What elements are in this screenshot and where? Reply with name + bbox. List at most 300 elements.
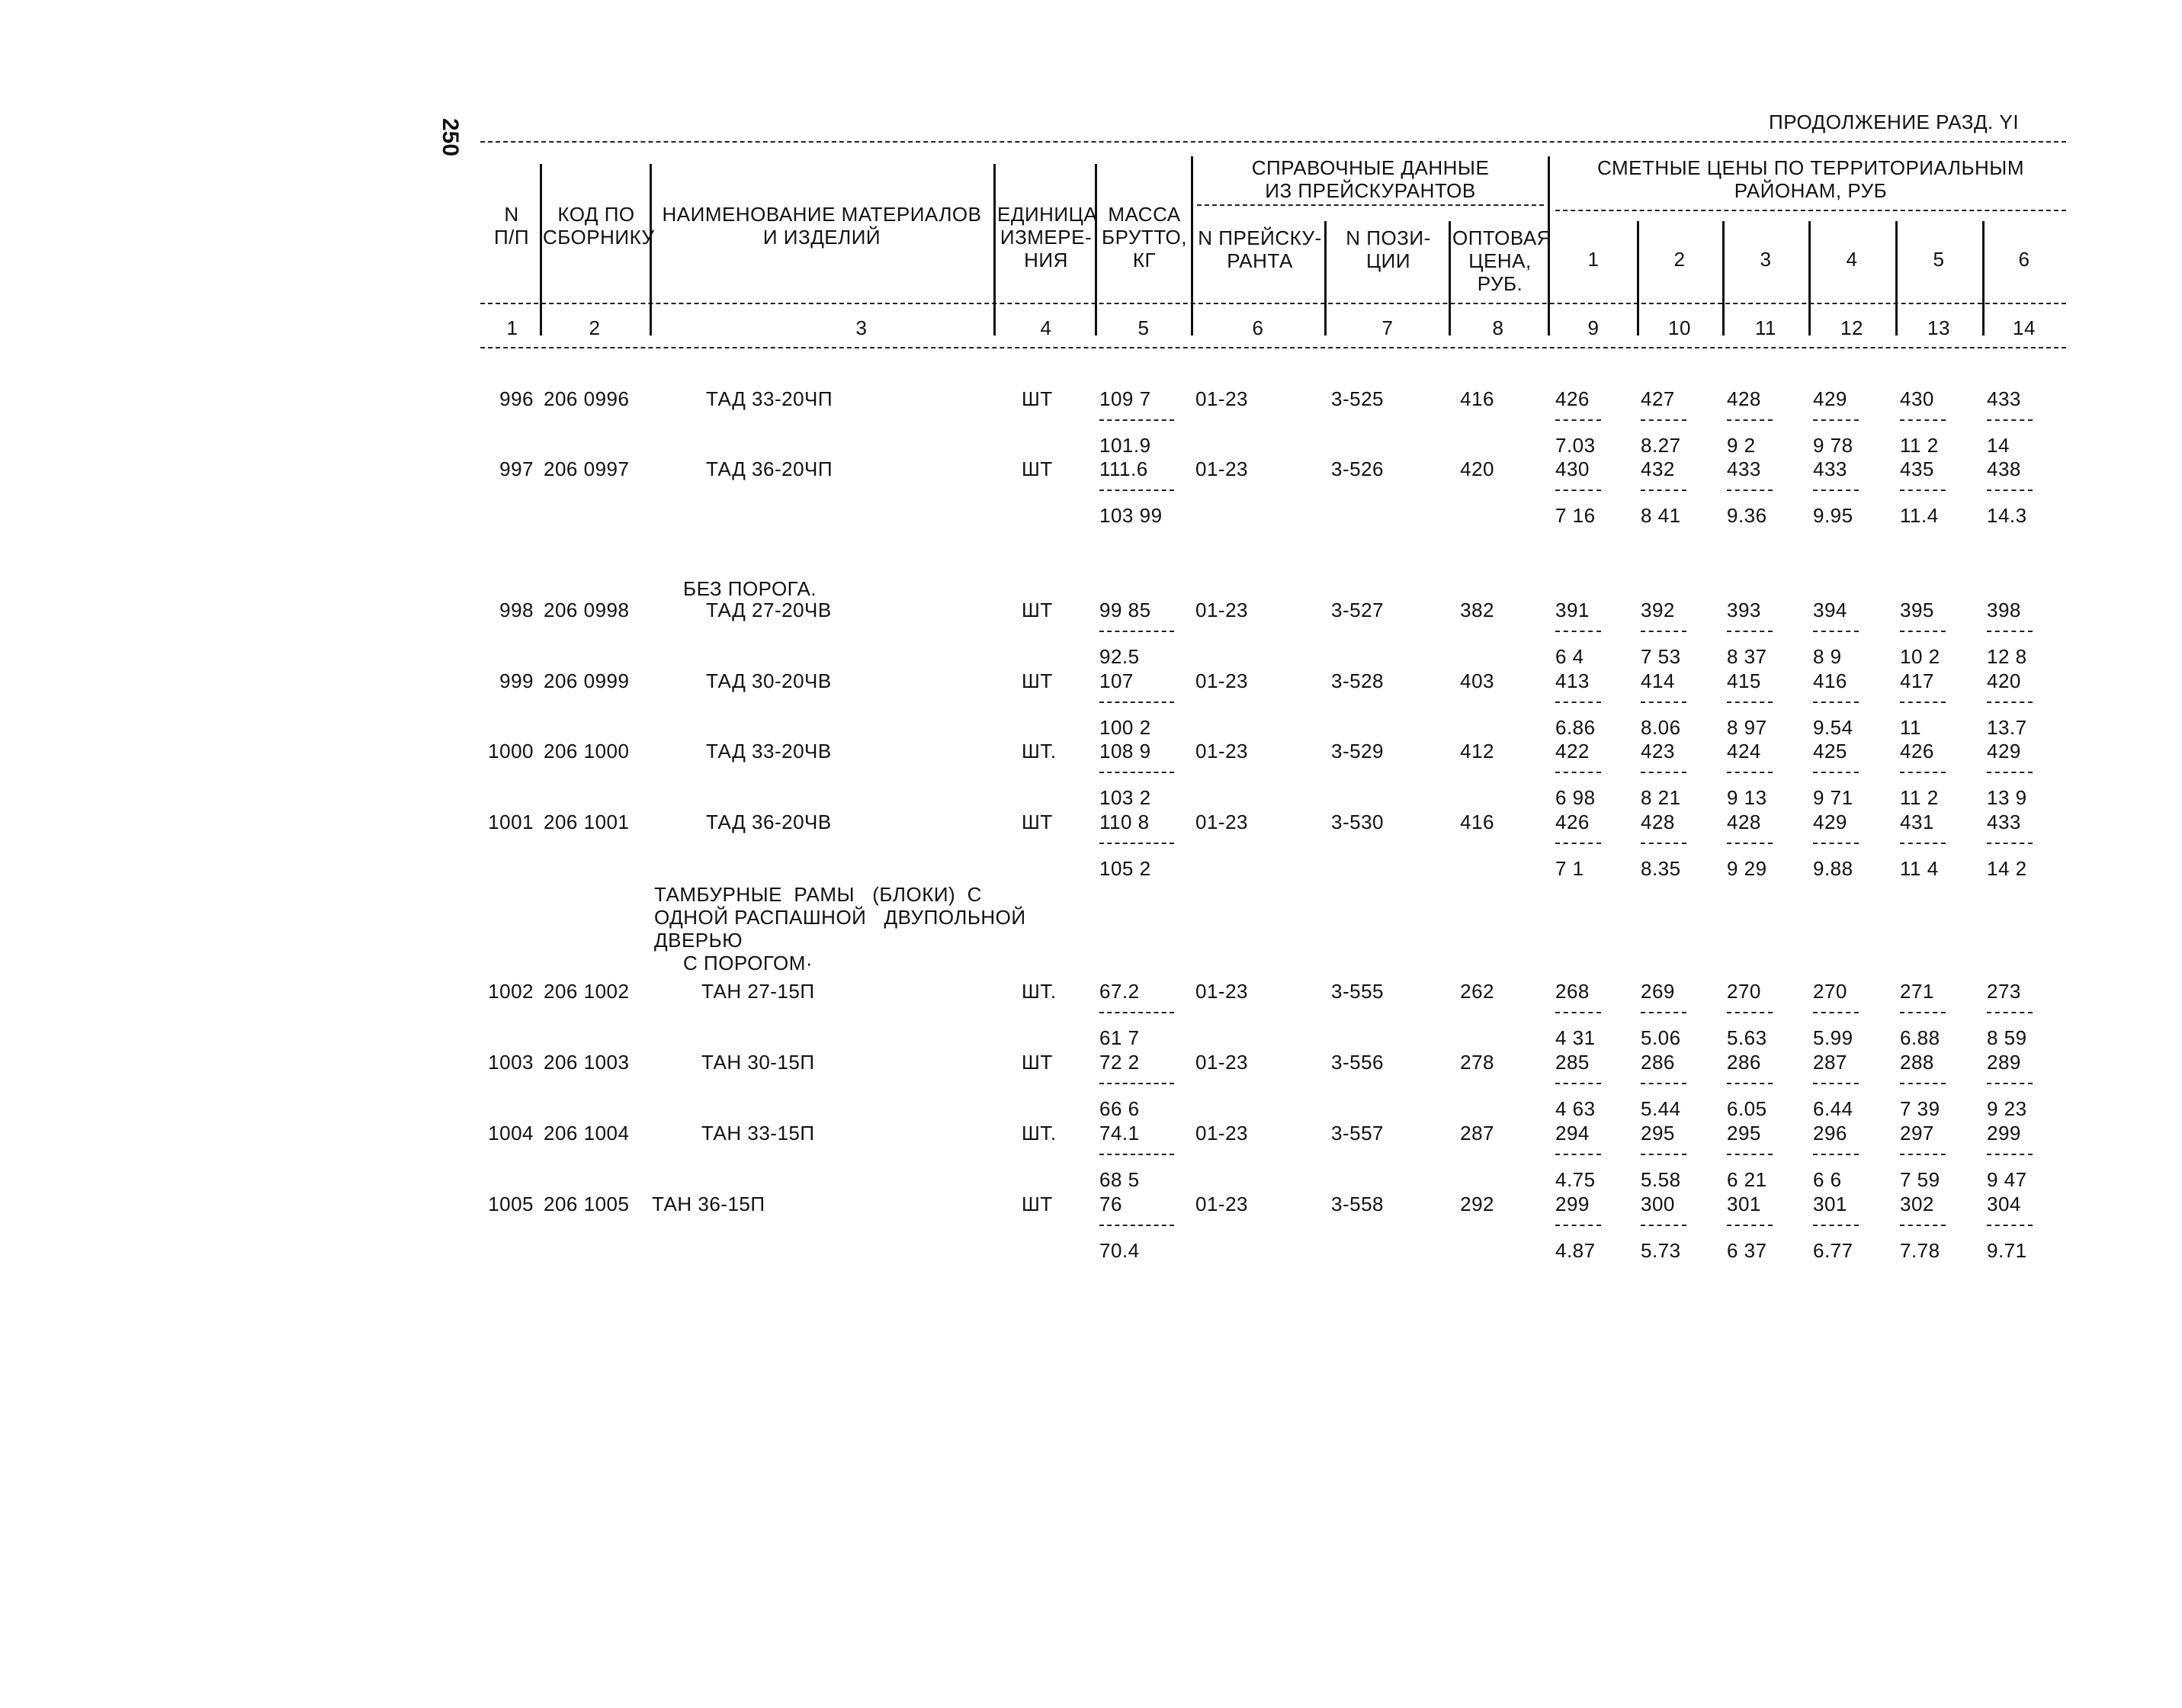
region-surcharge-4: 9.54	[1813, 716, 1853, 739]
row-name: ТАН 30-15П	[701, 1051, 815, 1074]
region-surcharge-1: 6 98	[1555, 786, 1596, 809]
row-name: ТАД 30-20ЧВ	[706, 669, 832, 692]
row-mass-gross: 74.1	[1099, 1122, 1140, 1145]
row-unit: ШТ.	[1022, 980, 1057, 1003]
price-fraction-line	[1641, 419, 1686, 421]
region-price-2: 427	[1641, 387, 1675, 410]
price-fraction-line	[1727, 772, 1773, 773]
row-price-list: 01-23	[1195, 980, 1248, 1003]
header-unit: ЕДИНИЦА ИЗМЕРЕ- НИЯ	[997, 203, 1098, 271]
col-number-7: 7	[1381, 316, 1394, 339]
region-surcharge-6: 13 9	[1987, 786, 2027, 809]
col-number-2: 2	[589, 316, 601, 339]
region-price-5: 302	[1900, 1193, 1934, 1215]
region-surcharge-5: 11 2	[1900, 786, 1939, 809]
row-mass-gross: 108 9	[1099, 740, 1151, 762]
region-price-4: 287	[1813, 1051, 1847, 1074]
row-price-list: 01-23	[1195, 599, 1248, 621]
region-price-4: 301	[1813, 1193, 1847, 1215]
row-mass-net: 105 2	[1099, 857, 1151, 880]
row-unit: ШТ	[1022, 811, 1053, 833]
region-surcharge-6: 9 47	[1987, 1168, 2027, 1191]
region-surcharge-2: 8.06	[1641, 716, 1681, 739]
mass-fraction-line	[1099, 1225, 1174, 1226]
header-regions-group: СМЕТНЫЕ ЦЕНЫ ПО ТЕРРИТОРИАЛЬНЫМ РАЙОНАМ, РУБ	[1596, 156, 2024, 202]
region-price-2: 428	[1641, 811, 1675, 833]
region-price-5: 417	[1900, 669, 1934, 692]
region-price-5: 435	[1900, 458, 1934, 480]
region-price-2: 286	[1641, 1051, 1675, 1074]
region-surcharge-6: 14	[1987, 434, 2010, 457]
region-price-2: 414	[1641, 669, 1675, 692]
col-divider	[1095, 164, 1097, 336]
region-price-6: 273	[1987, 980, 2021, 1003]
region-price-4: 429	[1813, 811, 1847, 833]
price-fraction-line	[1641, 1083, 1686, 1084]
price-fraction-line	[1641, 1012, 1686, 1013]
region-surcharge-2: 5.44	[1641, 1097, 1681, 1120]
price-fraction-line	[1813, 1083, 1859, 1084]
row-name: ТАД 36-20ЧП	[706, 458, 833, 480]
region-price-4: 296	[1813, 1122, 1847, 1145]
row-name: ТАД 36-20ЧВ	[706, 811, 832, 833]
col-divider	[993, 164, 996, 336]
col-number-14: 14	[2013, 316, 2036, 339]
row-mass-gross: 111.6	[1099, 458, 1148, 480]
region-surcharge-3: 6.05	[1727, 1097, 1767, 1120]
region-price-1: 294	[1555, 1122, 1590, 1145]
price-fraction-line	[1987, 1225, 2033, 1226]
price-fraction-line	[1900, 1225, 1946, 1226]
region-price-6: 438	[1987, 458, 2021, 480]
col-number-6: 6	[1252, 316, 1264, 339]
col-number-1: 1	[506, 316, 518, 339]
row-mass-net: 68 5	[1099, 1168, 1140, 1191]
mass-fraction-line	[1099, 772, 1174, 773]
row-price-list: 01-23	[1195, 669, 1248, 692]
price-fraction-line	[1555, 1154, 1601, 1155]
row-number: 1001	[488, 811, 534, 833]
region-price-6: 429	[1987, 740, 2021, 762]
header-code: КОД ПО СБОРНИКУ	[543, 203, 655, 249]
row-mass-net: 61 7	[1099, 1026, 1140, 1049]
row-code: 206 0996	[544, 387, 630, 410]
region-price-6: 420	[1987, 669, 2021, 692]
col-divider	[1808, 221, 1811, 336]
region-price-3: 270	[1727, 980, 1761, 1003]
region-price-5: 297	[1900, 1122, 1934, 1145]
price-fraction-line	[1987, 490, 2033, 491]
row-code: 206 1000	[544, 740, 630, 762]
price-fraction-line	[1727, 1225, 1773, 1226]
price-fraction-line	[1900, 490, 1946, 491]
price-fraction-line	[1900, 702, 1946, 703]
region-price-5: 271	[1900, 980, 1934, 1003]
header-region-6: 6	[2018, 248, 2030, 271]
row-name: ТАД 27-20ЧВ	[706, 599, 832, 621]
row-wholesale-price: 403	[1460, 669, 1494, 692]
region-price-2: 392	[1641, 599, 1675, 621]
region-price-1: 422	[1555, 740, 1590, 762]
region-surcharge-5: 6.88	[1900, 1026, 1940, 1049]
row-wholesale-price: 287	[1460, 1122, 1494, 1145]
row-code: 206 0997	[544, 458, 630, 480]
price-fraction-line	[1555, 419, 1601, 421]
row-number: 997	[499, 458, 534, 480]
region-price-6: 398	[1987, 599, 2021, 621]
row-price-list: 01-23	[1195, 1051, 1248, 1074]
price-fraction-line	[1987, 702, 2033, 703]
region-price-2: 432	[1641, 458, 1675, 480]
row-code: 206 1003	[544, 1051, 630, 1074]
row-mass-gross: 109 7	[1099, 387, 1151, 410]
price-fraction-line	[1813, 419, 1859, 421]
region-price-4: 416	[1813, 669, 1847, 692]
region-surcharge-4: 6 6	[1813, 1168, 1842, 1191]
price-fraction-line	[1813, 772, 1859, 773]
col-divider	[1637, 221, 1639, 336]
region-surcharge-2: 8.35	[1641, 857, 1681, 880]
price-fraction-line	[1641, 1225, 1686, 1226]
region-price-1: 430	[1555, 458, 1590, 480]
price-fraction-line	[1555, 1083, 1601, 1084]
price-fraction-line	[1987, 843, 2033, 844]
region-surcharge-1: 7 1	[1555, 857, 1584, 880]
row-position: 3-558	[1331, 1193, 1384, 1215]
row-mass-gross: 67.2	[1099, 980, 1140, 1003]
price-fraction-line	[1813, 843, 1859, 844]
row-price-list: 01-23	[1195, 811, 1248, 833]
mass-fraction-line	[1099, 1012, 1174, 1013]
row-mass-net: 100 2	[1099, 716, 1151, 739]
region-price-5: 288	[1900, 1051, 1934, 1074]
region-surcharge-4: 9 71	[1813, 786, 1853, 809]
header-region-3: 3	[1760, 248, 1772, 271]
price-fraction-line	[1641, 1154, 1686, 1155]
price-fraction-line	[1727, 631, 1773, 632]
row-wholesale-price: 416	[1460, 387, 1494, 410]
price-fraction-line	[1555, 490, 1601, 491]
row-price-list: 01-23	[1195, 740, 1248, 762]
price-fraction-line	[1727, 843, 1773, 844]
note-no-threshold: БЕЗ ПОРОГА.	[683, 577, 817, 600]
price-fraction-line	[1555, 702, 1601, 703]
price-fraction-line	[1727, 1083, 1773, 1084]
row-name: ТАН 36-15П	[652, 1193, 765, 1215]
region-price-1: 268	[1555, 980, 1590, 1003]
price-fraction-line	[1987, 1083, 2033, 1084]
region-surcharge-6: 14 2	[1987, 857, 2027, 880]
row-mass-net: 92.5	[1099, 645, 1140, 668]
region-surcharge-5: 7 39	[1900, 1097, 1940, 1120]
header-region-2: 2	[1673, 248, 1686, 271]
col-number-10: 10	[1668, 316, 1691, 339]
region-surcharge-5: 10 2	[1900, 645, 1940, 668]
col-divider	[650, 164, 652, 336]
price-fraction-line	[1987, 631, 2033, 632]
region-surcharge-4: 9.88	[1813, 857, 1853, 880]
price-fraction-line	[1900, 1083, 1946, 1084]
price-fraction-line	[1727, 1154, 1773, 1155]
price-fraction-line	[1727, 419, 1773, 421]
region-price-3: 415	[1727, 669, 1761, 692]
row-number: 999	[499, 669, 534, 692]
row-position: 3-556	[1331, 1051, 1384, 1074]
col-number-3: 3	[855, 316, 868, 339]
row-code: 206 1002	[544, 980, 630, 1003]
header-sep-rule	[480, 303, 2066, 304]
region-price-1: 426	[1555, 811, 1590, 833]
region-surcharge-4: 8 9	[1813, 645, 1842, 668]
region-surcharge-2: 8 41	[1641, 504, 1681, 527]
row-mass-net: 66 6	[1099, 1097, 1140, 1120]
mass-fraction-line	[1099, 419, 1174, 421]
continuation-title: ПРОДОЛЖЕНИЕ РАЗД. YI	[1769, 111, 2020, 133]
region-surcharge-2: 5.73	[1641, 1239, 1681, 1262]
region-surcharge-5: 11.4	[1900, 504, 1939, 527]
price-fraction-line	[1987, 1012, 2033, 1013]
ref-group-rule	[1197, 204, 1544, 206]
region-price-3: 433	[1727, 458, 1761, 480]
col-divider	[1722, 221, 1725, 336]
region-price-1: 285	[1555, 1051, 1590, 1074]
region-price-3: 428	[1727, 811, 1761, 833]
price-fraction-line	[1900, 419, 1946, 421]
region-price-2: 269	[1641, 980, 1675, 1003]
region-surcharge-2: 7 53	[1641, 645, 1681, 668]
row-wholesale-price: 420	[1460, 458, 1494, 480]
row-position: 3-527	[1331, 599, 1384, 621]
region-price-1: 426	[1555, 387, 1590, 410]
row-mass-gross: 72 2	[1099, 1051, 1140, 1074]
row-code: 206 1004	[544, 1122, 630, 1145]
header-region-1: 1	[1587, 248, 1600, 271]
col-divider	[540, 164, 542, 336]
header-price-list: N ПРЕЙСКУ- РАНТА	[1198, 226, 1322, 272]
region-surcharge-6: 8 59	[1987, 1026, 2027, 1049]
row-position: 3-529	[1331, 740, 1384, 762]
mass-fraction-line	[1099, 631, 1174, 632]
price-fraction-line	[1555, 1225, 1601, 1226]
price-fraction-line	[1900, 631, 1946, 632]
region-surcharge-2: 8.27	[1641, 434, 1681, 457]
row-number: 1000	[488, 740, 534, 762]
row-code: 206 1001	[544, 811, 630, 833]
region-surcharge-4: 5.99	[1813, 1026, 1853, 1049]
region-surcharge-3: 9.36	[1727, 504, 1767, 527]
region-price-4: 433	[1813, 458, 1847, 480]
price-fraction-line	[1987, 419, 2033, 421]
region-surcharge-5: 11 2	[1900, 434, 1939, 457]
region-surcharge-1: 4.87	[1555, 1239, 1596, 1262]
region-price-2: 423	[1641, 740, 1675, 762]
row-price-list: 01-23	[1195, 1193, 1248, 1215]
mass-fraction-line	[1099, 843, 1174, 844]
row-price-list: 01-23	[1195, 458, 1248, 480]
row-unit: ШТ	[1022, 1193, 1053, 1215]
header-position: N ПОЗИ- ЦИИ	[1346, 226, 1431, 272]
region-price-2: 295	[1641, 1122, 1675, 1145]
row-position: 3-530	[1331, 811, 1384, 833]
price-fraction-line	[1813, 631, 1859, 632]
price-fraction-line	[1987, 1154, 2033, 1155]
note-with-threshold: С ПОРОГОМ·	[683, 952, 813, 974]
row-unit: ШТ.	[1022, 740, 1057, 762]
price-fraction-line	[1641, 772, 1686, 773]
row-number: 1005	[488, 1193, 534, 1215]
region-price-5: 395	[1900, 599, 1934, 621]
region-price-4: 270	[1813, 980, 1847, 1003]
region-surcharge-2: 8 21	[1641, 786, 1681, 809]
row-number: 996	[499, 387, 534, 410]
row-name: ТАН 27-15П	[701, 980, 815, 1003]
price-fraction-line	[1727, 1012, 1773, 1013]
row-price-list: 01-23	[1195, 1122, 1248, 1145]
region-surcharge-1: 6 4	[1555, 645, 1584, 668]
price-fraction-line	[1813, 1154, 1859, 1155]
row-unit: ШТ	[1022, 599, 1053, 621]
region-surcharge-5: 11 4	[1900, 857, 1939, 880]
mass-fraction-line	[1099, 1154, 1174, 1155]
region-surcharge-4: 9 78	[1813, 434, 1853, 457]
price-fraction-line	[1987, 772, 2033, 773]
col-divider	[1449, 221, 1451, 336]
region-price-5: 430	[1900, 387, 1934, 410]
row-unit: ШТ	[1022, 669, 1053, 692]
row-code: 206 0998	[544, 599, 630, 621]
region-surcharge-6: 12 8	[1987, 645, 2027, 668]
region-surcharge-1: 7.03	[1555, 434, 1596, 457]
region-surcharge-3: 8 97	[1727, 716, 1767, 739]
row-position: 3-525	[1331, 387, 1384, 410]
row-wholesale-price: 416	[1460, 811, 1494, 833]
region-surcharge-4: 6.44	[1813, 1097, 1853, 1120]
region-price-6: 433	[1987, 387, 2021, 410]
row-name: ТАД 33-20ЧВ	[706, 740, 832, 762]
row-wholesale-price: 278	[1460, 1051, 1494, 1074]
col-number-5: 5	[1138, 316, 1150, 339]
region-surcharge-6: 13.7	[1987, 716, 2027, 739]
row-mass-gross: 76	[1099, 1193, 1122, 1215]
row-number: 1004	[488, 1122, 534, 1145]
price-fraction-line	[1900, 1012, 1946, 1013]
region-surcharge-2: 5.58	[1641, 1168, 1681, 1191]
region-price-3: 393	[1727, 599, 1761, 621]
region-surcharge-6: 9.71	[1987, 1239, 2027, 1262]
price-fraction-line	[1641, 631, 1686, 632]
region-price-6: 433	[1987, 811, 2021, 833]
header-n-pp: N П/П	[493, 203, 530, 249]
row-wholesale-price: 412	[1460, 740, 1494, 762]
region-price-3: 424	[1727, 740, 1761, 762]
col-number-13: 13	[1927, 316, 1950, 339]
price-fraction-line	[1641, 490, 1686, 491]
note-tambour-line-1: ТАМБУРНЫЕ РАМЫ (БЛОКИ) С	[654, 883, 982, 906]
header-mass: МАССА БРУТТО, КГ	[1102, 203, 1187, 271]
price-fraction-line	[1813, 702, 1859, 703]
row-position: 3-528	[1331, 669, 1384, 692]
col-number-9: 9	[1587, 316, 1600, 339]
region-surcharge-3: 8 37	[1727, 645, 1767, 668]
region-price-1: 391	[1555, 599, 1590, 621]
region-surcharge-5: 7.78	[1900, 1239, 1940, 1262]
row-wholesale-price: 262	[1460, 980, 1494, 1003]
col-divider	[1324, 221, 1327, 336]
row-unit: ШТ	[1022, 1051, 1053, 1074]
row-wholesale-price: 292	[1460, 1193, 1494, 1215]
region-surcharge-5: 7 59	[1900, 1168, 1940, 1191]
regions-group-rule	[1555, 210, 2066, 211]
region-price-6: 289	[1987, 1051, 2021, 1074]
region-price-4: 429	[1813, 387, 1847, 410]
price-fraction-line	[1900, 843, 1946, 844]
region-surcharge-3: 6 37	[1727, 1239, 1767, 1262]
header-wholesale: ОПТОВАЯ ЦЕНА, РУБ.	[1452, 226, 1551, 295]
region-price-4: 394	[1813, 599, 1847, 621]
price-fraction-line	[1900, 1154, 1946, 1155]
region-surcharge-4: 6.77	[1813, 1239, 1853, 1262]
col-number-4: 4	[1040, 316, 1052, 339]
row-number: 1003	[488, 1051, 534, 1074]
price-fraction-line	[1555, 843, 1601, 844]
region-price-6: 304	[1987, 1193, 2021, 1215]
region-surcharge-1: 4 63	[1555, 1097, 1596, 1120]
region-price-3: 428	[1727, 387, 1761, 410]
col-number-8: 8	[1492, 316, 1504, 339]
col-number-12: 12	[1840, 316, 1863, 339]
header-top-rule	[480, 141, 2066, 143]
row-unit: ШТ	[1022, 387, 1053, 410]
col-divider	[1191, 156, 1193, 336]
row-number: 998	[499, 599, 534, 621]
header-region-5: 5	[1933, 248, 1945, 271]
row-mass-net: 103 99	[1099, 504, 1163, 527]
row-mass-gross: 107	[1099, 669, 1134, 692]
region-price-3: 301	[1727, 1193, 1761, 1215]
region-price-5: 431	[1900, 811, 1934, 833]
region-surcharge-2: 5.06	[1641, 1026, 1681, 1049]
row-price-list: 01-23	[1195, 387, 1248, 410]
price-fraction-line	[1641, 843, 1686, 844]
region-price-2: 300	[1641, 1193, 1675, 1215]
row-position: 3-526	[1331, 458, 1384, 480]
row-code: 206 0999	[544, 669, 630, 692]
region-surcharge-1: 6.86	[1555, 716, 1596, 739]
row-wholesale-price: 382	[1460, 599, 1494, 621]
mass-fraction-line	[1099, 1083, 1174, 1084]
header-ref-group: СПРАВОЧНЫЕ ДАННЫЕ ИЗ ПРЕЙСКУРАНТОВ	[1251, 156, 1490, 202]
header-bottom-rule	[480, 347, 2066, 348]
region-price-1: 299	[1555, 1193, 1590, 1215]
row-mass-gross: 110 8	[1099, 811, 1150, 833]
note-tambour-line-2: ОДНОЙ РАСПАШНОЙ ДВУПОЛЬНОЙ	[654, 906, 1026, 929]
price-fraction-line	[1555, 1012, 1601, 1013]
region-surcharge-3: 9 2	[1727, 434, 1756, 457]
row-position: 3-555	[1331, 980, 1384, 1003]
price-fraction-line	[1727, 490, 1773, 491]
region-surcharge-5: 11	[1900, 716, 1921, 739]
region-price-1: 413	[1555, 669, 1590, 692]
region-surcharge-1: 4 31	[1555, 1026, 1596, 1049]
region-surcharge-1: 4.75	[1555, 1168, 1596, 1191]
row-mass-net: 103 2	[1099, 786, 1151, 809]
region-surcharge-4: 9.95	[1813, 504, 1853, 527]
row-name: ТАД 33-20ЧП	[706, 387, 833, 410]
row-position: 3-557	[1331, 1122, 1384, 1145]
region-price-3: 286	[1727, 1051, 1761, 1074]
region-surcharge-6: 9 23	[1987, 1097, 2027, 1120]
row-unit: ШТ.	[1022, 1122, 1057, 1145]
